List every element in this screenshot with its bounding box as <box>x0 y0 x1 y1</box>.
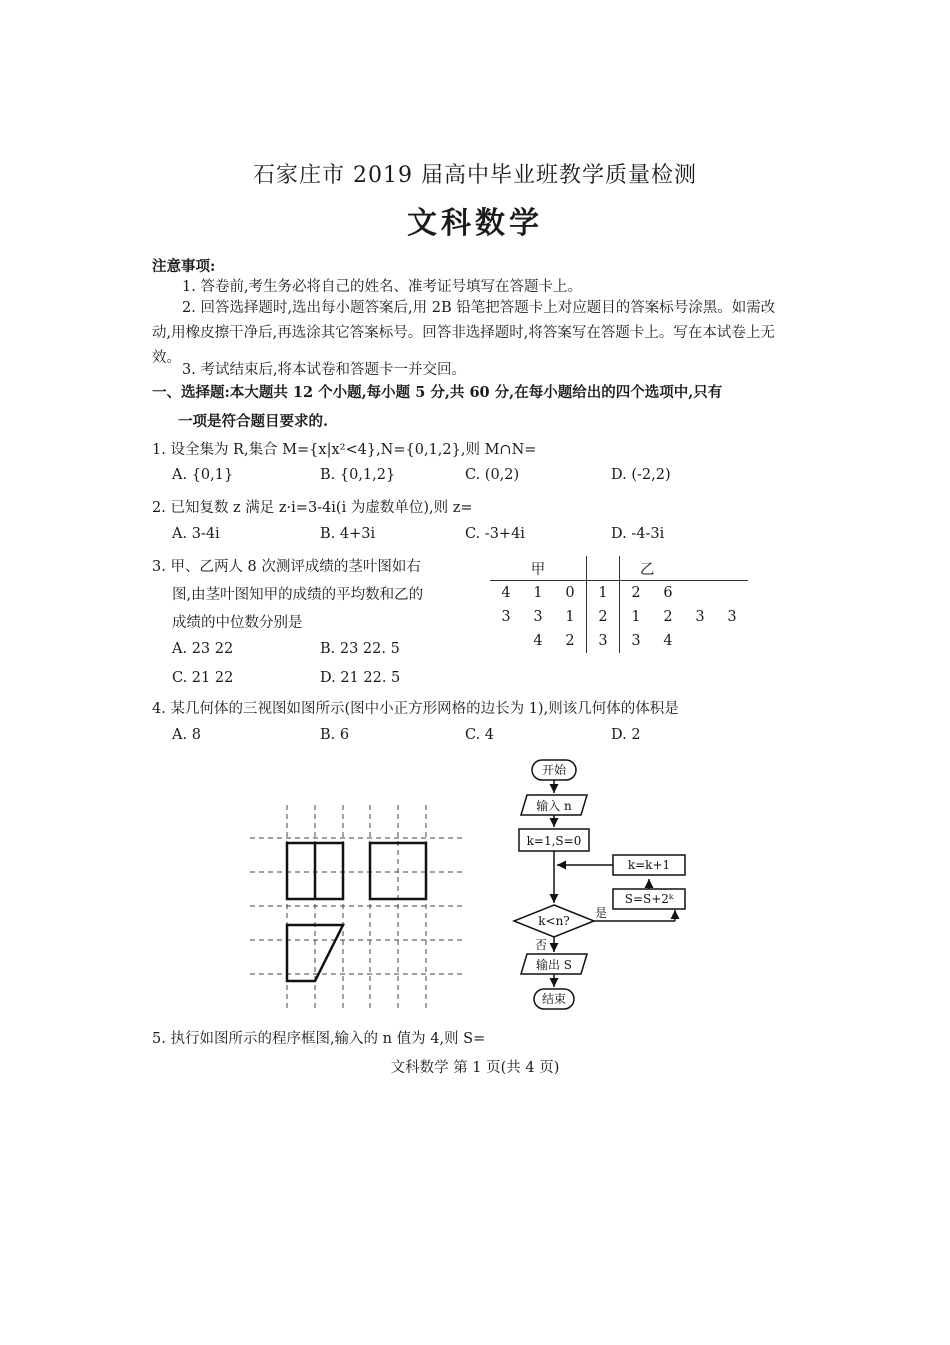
leaf-cell <box>684 581 716 606</box>
q3-option-c: C. 21 22 <box>172 670 234 686</box>
leaf-cell: 2 <box>663 609 673 625</box>
stem-cell: 1 <box>587 581 620 606</box>
page-footer: 文科数学 第 1 页(共 4 页) <box>390 1060 560 1076</box>
q2-option-c: C. -3+4i <box>465 526 525 542</box>
leaf-cell: 1 <box>631 609 641 625</box>
section-heading: 一、选择题:本大题共 12 个小题,每小题 5 分,共 60 分,在每小题给出的四个选项中,只有 <box>152 384 723 401</box>
q2-option-a: A. 3-4i <box>172 526 220 542</box>
q4-option-a: A. 8 <box>172 727 201 743</box>
q2-option-d: D. -4-3i <box>611 526 665 542</box>
leaf-cell: 3 <box>727 609 737 625</box>
stem-leaf-left-label: 甲 <box>490 556 587 581</box>
notes-heading: 注意事项: <box>152 258 216 275</box>
q1-option-d: D. (-2,2) <box>611 467 671 483</box>
section-heading-cont: 一项是符合题目要求的. <box>178 413 329 430</box>
leaf-cell: 4 <box>501 585 511 601</box>
leaf-cell: 3 <box>501 609 511 625</box>
question-3-line1: 3. 甲、乙两人 8 次测评成绩的茎叶图如右 <box>152 559 421 575</box>
stem-cell: 2 <box>587 605 620 629</box>
q3-option-a: A. 23 22 <box>172 641 234 657</box>
leaf-cell <box>716 581 748 606</box>
leaf-cell: 1 <box>565 609 575 625</box>
init-label: k=1,S=0 <box>526 834 582 848</box>
leaf-cell: 4 <box>533 633 543 649</box>
leaf-cell: 3 <box>695 609 705 625</box>
leaf-cell: 3 <box>533 609 543 625</box>
grid-lines <box>250 805 465 1010</box>
question-5: 5. 执行如图所示的程序框图,输入的 n 值为 4,则 S= <box>152 1031 486 1047</box>
leaf-cell <box>684 629 716 653</box>
three-view-figure <box>250 805 465 1010</box>
note-item-3: 3. 考试结束后,将本试卷和答题卡一并交回。 <box>182 362 467 378</box>
question-3-line3: 成绩的中位数分别是 <box>172 615 303 631</box>
stem-leaf-plot <box>490 556 748 653</box>
q1-option-a: A. {0,1} <box>172 467 234 483</box>
flowchart <box>505 755 700 1015</box>
start-label: 开始 <box>541 763 567 777</box>
q3-option-d: D. 21 22. 5 <box>320 670 401 686</box>
update-s-label: S=S+2ᵏ <box>624 892 674 906</box>
q1-option-c: C. (0,2) <box>465 467 520 483</box>
stem-cell: 3 <box>587 629 620 653</box>
leaf-cell <box>716 629 748 653</box>
leaf-cell: 3 <box>631 633 641 649</box>
q1-option-b: B. {0,1,2} <box>320 467 396 483</box>
end-label: 结束 <box>541 992 567 1006</box>
question-2: 2. 已知复数 z 满足 z·i=3-4i(i 为虚数单位),则 z= <box>152 500 473 516</box>
q4-option-d: D. 2 <box>611 727 641 743</box>
note-item-2: 2. 回答选择题时,选出每小题答案后,用 2B 铅笔把答题卡上对应题目的答案标号涂黑。如需改动,用橡皮擦干净后,再选涂其它答案标号。回答非选择题时,将答案写在答题卡上。写在本试卷上无效。 <box>152 300 776 366</box>
leaf-cell <box>490 629 522 653</box>
leaf-cell: 0 <box>565 585 575 601</box>
question-4: 4. 某几何体的三视图如图所示(图中小正方形网格的边长为 1),则该几何体的体积是 <box>152 701 679 717</box>
no-label: 否 <box>534 938 548 952</box>
q4-option-c: C. 4 <box>465 727 495 743</box>
note-item-1: 1. 答卷前,考生务必将自己的姓名、准考证号填写在答题卡上。 <box>182 279 583 295</box>
question-3-line2: 图,由茎叶图知甲的成绩的平均数和乙的 <box>172 587 424 603</box>
leaf-cell: 4 <box>663 633 673 649</box>
exam-title: 石家庄市 2019 届高中毕业班教学质量检测 <box>253 163 697 188</box>
leaf-cell: 6 <box>663 585 673 601</box>
input-label: 输入 n <box>536 799 572 813</box>
leaf-cell: 2 <box>631 585 641 601</box>
leaf-cell: 2 <box>565 633 575 649</box>
yes-label: 是 <box>594 906 608 920</box>
q3-option-b: B. 23 22. 5 <box>320 641 400 657</box>
exam-subject: 文科数学 <box>407 206 543 241</box>
leaf-cell: 1 <box>533 585 543 601</box>
question-1: 1. 设全集为 R,集合 M={x|x²<4},N={0,1,2},则 M∩N= <box>152 442 537 458</box>
update-k-label: k=k+1 <box>627 858 671 872</box>
stem-leaf-right-label: 乙 <box>620 556 749 581</box>
output-label: 输出 S <box>535 958 573 972</box>
condition-label: k<n? <box>538 914 570 928</box>
q4-option-b: B. 6 <box>320 727 350 743</box>
q2-option-b: B. 4+3i <box>320 526 376 542</box>
